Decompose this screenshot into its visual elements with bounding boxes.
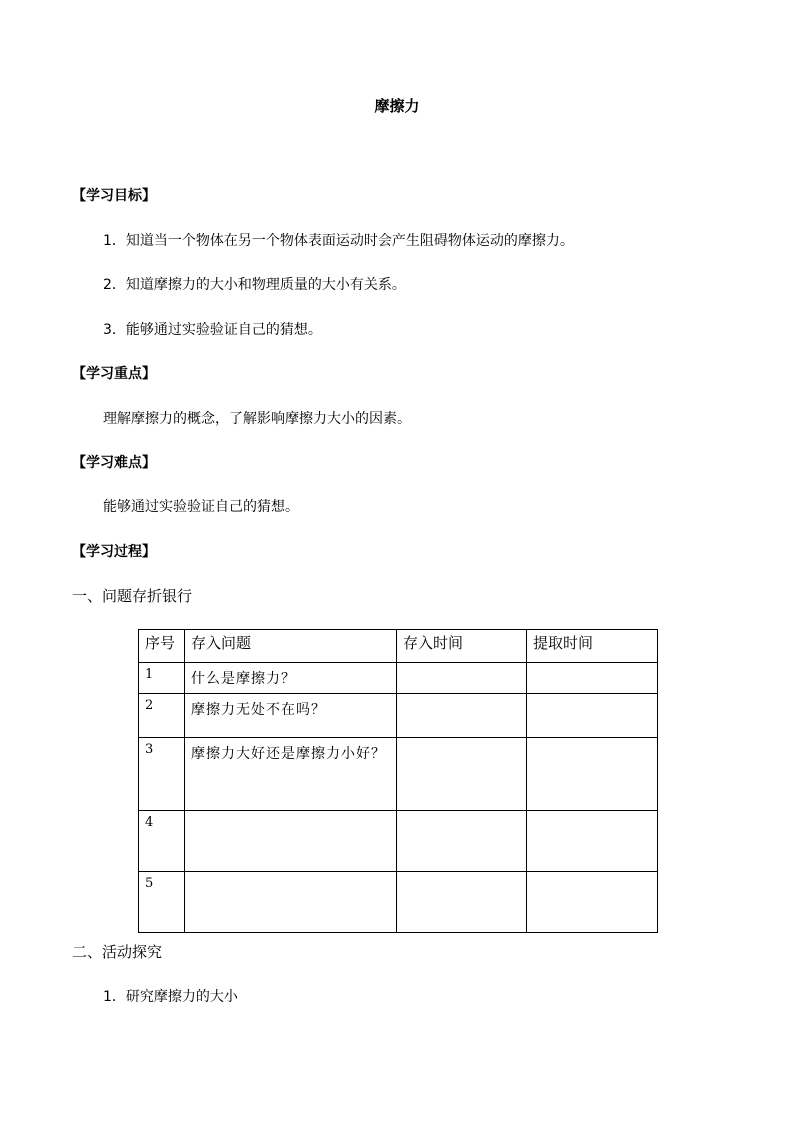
row-deposit-time [397,872,527,933]
table-row [139,811,658,872]
row-deposit-time [397,663,527,694]
row-number: 1 [139,663,185,694]
key-points-text: 理解摩擦力的概念，了解影响摩擦力大小的因素。 [103,411,411,427]
row-deposit-time [397,738,527,811]
row-question: 摩擦力大好还是摩擦力小好？ [185,738,397,811]
row-withdraw-time [527,738,658,811]
objective-item-2: 2．知道摩擦力的大小和物理质量的大小有关系。 [103,277,406,293]
objective-item-3: 3．能够通过实验验证自己的猜想。 [103,322,322,338]
row-withdraw-time [527,811,658,872]
row-withdraw-time [527,694,658,738]
row-deposit-time [397,811,527,872]
table-row [139,872,658,933]
header-question: 存入问题 [185,630,397,663]
page-title: 摩擦力 [374,97,420,115]
row-number: 3 [139,738,185,811]
objectives-heading: 【学习目标】 [72,188,156,204]
row-withdraw-time [527,872,658,933]
table-row [139,694,658,738]
table-header-row [139,630,658,663]
table-row [139,663,658,694]
row-number: 2 [139,694,185,738]
row-question [185,811,397,872]
row-question: 摩擦力无处不在吗？ [185,694,397,738]
row-question [185,872,397,933]
header-deposit-time: 存入时间 [397,630,527,663]
objective-item-1: 1．知道当一个物体在另一个物体表面运动时会产生阻碍物体运动的摩擦力。 [103,233,574,249]
row-question: 什么是摩擦力？ [185,663,397,694]
row-number: 4 [139,811,185,872]
row-withdraw-time [527,663,658,694]
section-activity-inquiry: 二、活动探究 [72,943,163,961]
process-heading: 【学习过程】 [72,544,156,560]
header-withdraw-time: 提取时间 [527,630,658,663]
section-question-bank: 一、问题存折银行 [72,587,193,605]
question-bank-table [138,629,658,933]
activity-item-1: 1．研究摩擦力的大小 [103,989,238,1005]
table-row [139,738,658,811]
row-deposit-time [397,694,527,738]
difficulties-text: 能够通过实验验证自己的猜想。 [103,499,299,515]
header-number: 序号 [139,630,185,663]
difficulties-heading: 【学习难点】 [72,455,156,471]
key-points-heading: 【学习重点】 [72,366,156,382]
row-number: 5 [139,872,185,933]
